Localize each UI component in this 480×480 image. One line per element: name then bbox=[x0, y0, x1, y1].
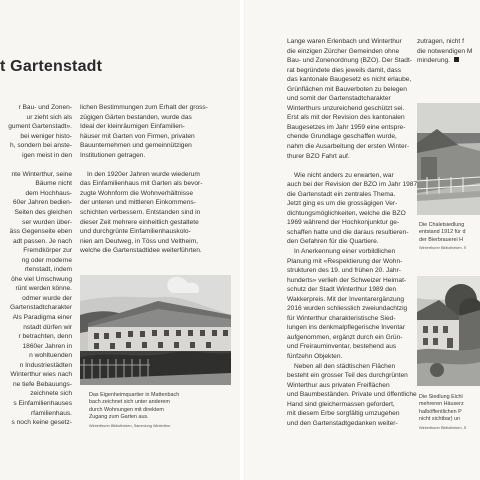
text-line: Institutionen getragen. bbox=[80, 151, 146, 159]
caption-line: nicht sichtbar) un bbox=[419, 416, 461, 423]
right-page bbox=[243, 0, 480, 480]
text-line: Lange waren Erlenbach und Winterthur bbox=[287, 38, 402, 45]
text-line: r Bau- und Zonen- bbox=[18, 104, 72, 111]
text-line: schutz der Stadt Winterthur 1989 den bbox=[287, 286, 397, 294]
left-column-2 bbox=[80, 103, 240, 256]
caption-siedlung-eichl bbox=[419, 394, 480, 431]
text-line: nahm die Ausarbeitung der ersten Winter- bbox=[287, 143, 410, 151]
text-line: und den Gartenstadtgedanken weiter- bbox=[287, 419, 398, 427]
paragraph-4 bbox=[287, 362, 417, 429]
text-line: Erst als mit der Revision des kantonalen bbox=[287, 114, 405, 122]
text-line: welche die Gartenstadtidee weiterführten. bbox=[80, 247, 202, 255]
text-line bbox=[0, 160, 72, 170]
text-line: ng oder moderne bbox=[21, 256, 72, 264]
text-line: rtenstadt, indem bbox=[24, 266, 72, 274]
text-line: und Freirauminventar, bestehend aus bbox=[287, 343, 397, 351]
text-line: besteht ein grosser Teil des durchgrünten bbox=[287, 372, 408, 380]
text-line: Wie nicht anders zu erwarten, war bbox=[294, 171, 394, 179]
text-line: und somit der Gartenstadtcharakter bbox=[287, 95, 391, 103]
text-line: Hand sind gleichermassen gefordert, bbox=[287, 400, 395, 408]
caption-line: Das Eigenheimquartier in Mattenbach bbox=[89, 392, 180, 398]
text-line: odmer wurde der bbox=[22, 294, 72, 302]
text-line: die Gartenstadt ein zentrales Thema. bbox=[287, 190, 396, 198]
text-line: zugte Wohnform die Wohnverhältnisse bbox=[80, 189, 194, 197]
text-line: hunderts» verlieh der Schweizer Heimat- bbox=[287, 276, 407, 284]
caption-line: bach zeichnet sich unter anderem bbox=[89, 399, 170, 406]
left-column-1 bbox=[0, 103, 72, 428]
paragraph-2 bbox=[287, 171, 418, 247]
text-line: Fremdkörper zur bbox=[23, 247, 72, 255]
caption-line: Zugang zum Garten aus. bbox=[89, 414, 149, 421]
text-line: das Einfamilienhaus mit Garten als bevor- bbox=[80, 180, 203, 188]
text-line: n wohltuenden bbox=[29, 352, 72, 360]
text-line: schichten verbessern. Entstanden sind in bbox=[80, 208, 201, 216]
right-column-2 bbox=[417, 37, 480, 66]
text-line: Seiten des gleichen bbox=[14, 209, 72, 217]
end-of-article-mark bbox=[454, 57, 459, 62]
text-line: die einzigen Zürcher Gemeinden ohne bbox=[287, 47, 400, 55]
chapter-title: t Gartenstadt bbox=[0, 58, 103, 75]
photo-siedlung-eichl bbox=[417, 276, 480, 386]
text-line: dieser Zeit mehrere einheitlich gestaltete bbox=[80, 218, 199, 226]
text-line: fünfzehn Objekten. bbox=[287, 353, 343, 360]
photo-eigenheimquartier bbox=[80, 275, 231, 385]
text-line: nstadt dürfen wir bbox=[23, 323, 72, 331]
text-line: minderung. bbox=[417, 56, 480, 66]
text-line: Neben all den städtischen Flächen bbox=[294, 362, 396, 370]
text-line: h, sondern bei anste- bbox=[10, 142, 72, 150]
text-line: 1969 während der Hochkonjunktur ge- bbox=[287, 219, 400, 227]
text-line: dem Hochhaus- bbox=[25, 189, 72, 197]
text-line: zeichnete sich bbox=[30, 390, 72, 398]
text-line: der unteren und mittleren Einkommens- bbox=[80, 199, 196, 207]
text-line: In Anerkennung einer vorbildlichen bbox=[294, 247, 396, 255]
caption-line: durch Wohnungen mit direktem bbox=[89, 406, 164, 413]
text-line: äss Gegenseite eben bbox=[9, 228, 72, 236]
right-column-1 bbox=[287, 37, 418, 428]
text-line: den Gefahren für die Quartiere. bbox=[287, 238, 379, 246]
photo-image bbox=[417, 276, 480, 386]
text-line: Bäume nicht bbox=[35, 180, 72, 188]
text-line: rat begründete dies jeweils damit, dass bbox=[287, 66, 401, 74]
text-line: s Einfamilienhauses bbox=[13, 399, 72, 407]
text-line: öhe viel Umschwung bbox=[11, 275, 72, 283]
text-line: r betrachten, denn bbox=[18, 333, 72, 341]
text-line: Gartenstadtcharakter bbox=[10, 304, 72, 312]
caption-eigenheimquartier bbox=[89, 392, 229, 429]
text-line: n Industriestädten bbox=[19, 361, 72, 369]
text-line: aufgenommen, ergänzt durch ein Grün- bbox=[287, 333, 403, 341]
photo-credit: Winterthurer Bibliotheken, Sammlung Winterthur bbox=[89, 423, 171, 428]
text-line: rünt werden könne. bbox=[15, 285, 72, 293]
text-line: nien am Deutweg, in Töss und Veltheim, bbox=[80, 237, 198, 245]
photo-image bbox=[417, 103, 480, 215]
text-line: dichtungsmöglichkeiten, welche die BZO bbox=[287, 209, 406, 217]
text-line: rfamilienhaus. bbox=[30, 409, 72, 417]
text-line: mit diesem Erbe sorgfältig umzugehen bbox=[287, 410, 400, 418]
text-line: Bau- und Zonenordnung (BZO). Der Stadt- bbox=[287, 57, 412, 65]
text-line: für Winterthur charakteristische Sied- bbox=[287, 314, 396, 322]
text-line: auch bei der Revision der BZO im Jahr 1987 bbox=[287, 181, 418, 189]
text-line: die notwendigen M bbox=[417, 47, 473, 55]
photo-credit: Winterthurer Bibliotheken, S bbox=[419, 246, 467, 251]
photo-image bbox=[80, 275, 231, 385]
text-line: Baugesetzes im Jahr 1959 eine entspre- bbox=[287, 123, 406, 131]
text-line: Wakkerpreis. Mit der Inventarergänzung bbox=[287, 295, 405, 303]
text-line: lichen Bestimmungen zum Erhalt der gross- bbox=[80, 104, 208, 111]
text-line: schaffen hatte und die daraus resultieren- bbox=[287, 228, 409, 236]
paragraph-1 bbox=[287, 37, 412, 161]
caption-line: der Bierbrauerei H bbox=[419, 236, 464, 243]
text-line: s noch keine gesetz- bbox=[11, 419, 72, 427]
photo-chaletsiedlung bbox=[417, 103, 480, 215]
caption-line: halböffentlichen P bbox=[419, 408, 462, 415]
right-column-2-text bbox=[417, 37, 480, 66]
text-line: ser wurden über- bbox=[22, 218, 72, 226]
photo-credit: Winterthurer Bibliotheken, S bbox=[419, 425, 467, 430]
caption-line: Die Siedlung Eichl bbox=[419, 394, 463, 400]
text-line: zutragen, nicht f bbox=[417, 38, 464, 45]
text-line: gument Gartenstadt». bbox=[8, 123, 72, 131]
text-line: 60er Jahren bedien- bbox=[12, 199, 72, 207]
text-line: lungen ins denkmalpflegerische Inventar bbox=[287, 324, 406, 332]
text-line: thurer BZO Fahrt auf. bbox=[287, 152, 350, 160]
caption-line: mehreren Häuserz bbox=[419, 401, 464, 408]
text-line: Winterthur wies nach bbox=[10, 371, 72, 379]
caption-line: Die Chaletsiedlung bbox=[419, 222, 465, 228]
caption-line: entstand 1912 für d bbox=[419, 229, 466, 236]
text-line: häuser mit Garten von Firmen, privaten bbox=[80, 132, 195, 140]
text-line: In den 1920er Jahren wurde wiederum bbox=[87, 170, 200, 178]
text-line: adt passen. Je nach bbox=[12, 237, 72, 245]
text-line: ne tiefe Bebauungs- bbox=[12, 380, 72, 388]
text-line: 1860er Jahren in bbox=[22, 342, 72, 350]
text-line: 2016 wurden schliesslich zweiundachtzig bbox=[287, 305, 408, 313]
text-line: zügigen Gärten bestanden, wurde das bbox=[80, 113, 192, 121]
text-line: bei weniger histo- bbox=[20, 132, 72, 140]
text-line: Jetzt ging es um die grossägigen Ver- bbox=[287, 200, 398, 208]
text-line: igen meist in den bbox=[22, 151, 72, 159]
text-line: Winterthurs unzureichend geschützt sei. bbox=[287, 104, 405, 112]
text-line: ur zieht sich als bbox=[26, 113, 72, 121]
text-line: und Baumbeständen. Private und öffentliche bbox=[287, 391, 417, 399]
text-line: chende Grundlage geschaffen wurde, bbox=[287, 133, 397, 141]
text-line: Ideal der kleinräumigen Einfamilien- bbox=[80, 123, 185, 131]
paragraph-2 bbox=[80, 170, 240, 256]
text-line: Winterthur aus privaten Freiflächen bbox=[287, 381, 390, 389]
text-line: strukturen des 19. und frühen 20. Jahr- bbox=[287, 267, 401, 275]
text-line: Planung mit «Respektierung der Wohn- bbox=[287, 257, 403, 265]
text-line: und durchgrünte Einfamilienhauskolo- bbox=[80, 228, 191, 236]
text-line: Grünflächen mit Bauverboten zu belegen bbox=[287, 85, 407, 93]
caption-chaletsiedlung bbox=[419, 222, 480, 251]
left-column-1-text bbox=[0, 103, 72, 428]
text-line: nte Winterthur, seine bbox=[11, 170, 72, 178]
text-line: Als Paradigma einer bbox=[12, 314, 72, 322]
paragraph-1 bbox=[80, 103, 240, 160]
text-line: Bauunternehmen und gemeinnützigen bbox=[80, 142, 192, 150]
text-line: das kantonale Baugesetz es nicht erlaube, bbox=[287, 76, 412, 84]
paragraph-3 bbox=[287, 247, 407, 362]
